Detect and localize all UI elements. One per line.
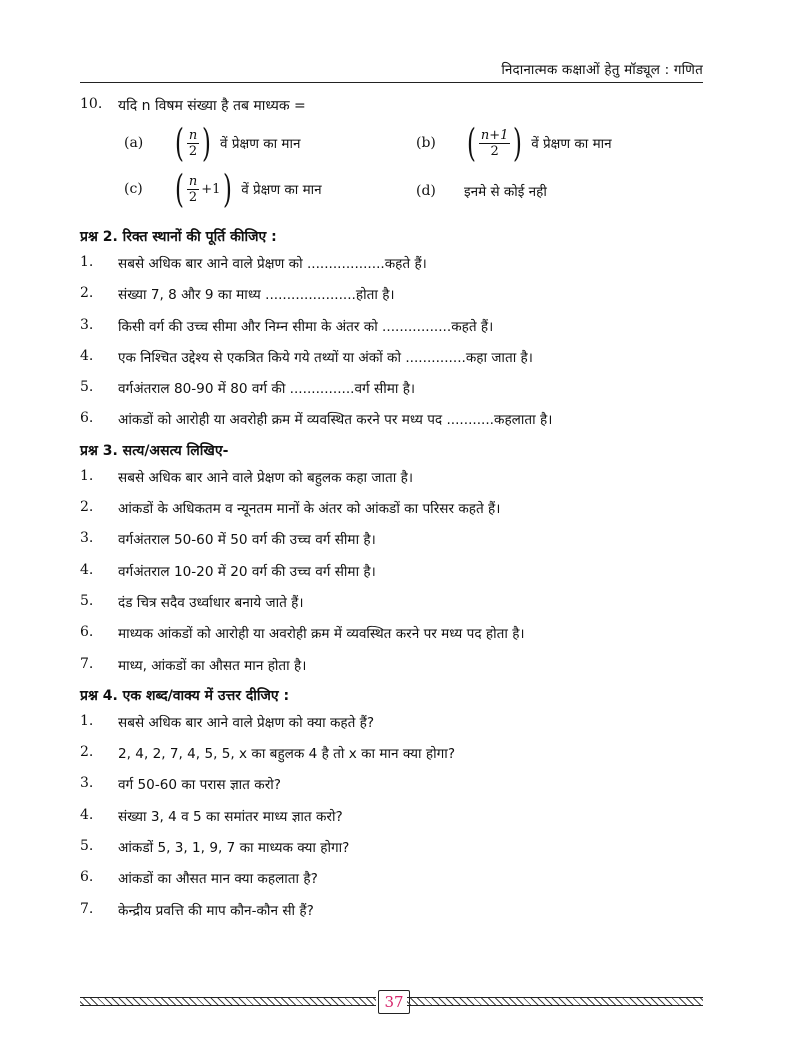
list-item [80,771,720,802]
item-number: 1. [80,254,94,270]
item-text: किसी वर्ग की उच्च सीमा और निम्न सीमा के अंतर को ................कहते हैं। [118,318,494,335]
item-text: संख्या 3, 4 व 5 का समांतर माध्य ज्ञात करो? [118,808,343,825]
option-b [416,121,612,165]
item-text: वर्गअंतराल 10-20 में 20 वर्ग की उच्च वर्ग सीमा है। [118,563,376,580]
item-number: 2. [80,499,94,516]
item-text: वर्गअंतराल 80-90 में 80 वर्ग की ...............वर्ग सीमा है। [118,381,416,398]
item-number: 1. [80,712,94,729]
item-text: आंकडों का औसत मान क्या कहलाता है? [118,871,318,888]
footer-ornament-left [80,997,376,1006]
fraction-denominator: 2 [188,189,198,205]
item-text: सबसे अधिक बार आने वाले प्रेक्षण को ..................कहते हैं। [118,256,427,272]
list-item [80,344,720,375]
item-text: वर्गअंतराल 50-60 में 50 वर्ग की उच्च वर्ग सीमा है। [118,532,376,549]
fraction-suffix: +1 [201,181,221,197]
list-item [80,897,720,928]
section-title: प्रश्न 2. रिक्त स्थानों की पूर्ति कीजिए : [80,229,277,245]
list-item [80,526,720,557]
section-one-word [80,683,720,928]
item-number: 7. [80,655,94,672]
list-item [80,495,720,526]
item-number: 6. [80,410,94,427]
option-d [416,182,547,200]
page-footer [80,990,703,1012]
fraction-numerator: n+1 [480,127,509,143]
option-label: (d) [416,183,436,199]
item-text: एक निश्चित उद्देश्य से एकत्रित किये गये तथ्यों या अंकों को ..............कहा जाता है। [118,349,533,366]
fraction-numerator: n [188,173,198,189]
list-item [80,558,720,589]
section-fill-blanks [80,224,720,438]
item-number: 5. [80,592,94,609]
option-text: इनमे से कोई नही [464,184,547,200]
fraction: ( $\frac{n}{2}$ ) [174,121,212,165]
list-item [80,464,720,495]
item-text: आंकडों 5, 3, 1, 9, 7 का माध्यक क्या होगा? [118,840,350,857]
item-text: सबसे अधिक बार आने वाले प्रेक्षण को क्या कहते हैं? [118,714,375,731]
item-text: सबसे अधिक बार आने वाले प्रेक्षण को बहुलक कहा जाता है। [118,469,413,486]
item-number: 3. [80,316,94,333]
option-text: वें प्रेक्षण का मान [531,136,612,152]
item-number: 3. [80,530,94,547]
fraction-denominator: 2 [188,143,198,159]
option-label: (a) [124,135,144,151]
item-text: माध्य, आंकडों का औसत मान होता है। [118,657,307,674]
page-content [80,94,720,928]
option-a [124,121,301,165]
list-item [80,709,720,740]
item-number: 1. [80,467,94,484]
fraction-denominator: 2 [490,143,499,159]
list-item [80,740,720,771]
fraction-numerator: n [188,127,198,143]
footer-ornament-right [407,997,703,1006]
item-text: संख्या 7, 8 और 9 का माध्य .....................होता है। [118,287,395,304]
item-number: 4. [80,561,94,578]
list-item [80,652,720,683]
list-item [80,406,720,437]
item-number: 7. [80,900,94,917]
option-c [124,167,322,211]
item-number: 4. [80,806,94,823]
section-true-false [80,438,720,683]
item-text: वर्ग 50-60 का परास ज्ञात करो? [118,777,281,794]
header-title: निदानात्मक कक्षाओं हेतु मॉड्यूल : गणित [501,62,703,78]
item-number: 3. [80,775,94,792]
question-text: यदि n विषम संख्या है तब माध्यक = [118,98,306,114]
list-item [80,620,720,651]
list-item [80,834,720,865]
fraction: ( $\frac{n+1}{2}$ ) [466,121,523,165]
item-text: आंकडों के अधिकतम व न्यूनतम मानों के अंतर को आंकडों का परिसर कहते हैं। [118,501,501,518]
item-text: माध्यक आंकडों को आरोही या अवरोही क्रम में व्यवस्थित करने पर मध्य पद होता है। [118,626,525,643]
item-text: केन्द्रीय प्रवत्ति की माप कौन-कौन सी हैं? [118,902,314,919]
option-text: वें प्रेक्षण का मान [220,136,301,152]
question-number: 10. [80,96,103,112]
item-text: 2, 4, 2, 7, 4, 5, 5, x का बहुलक 4 है तो x का मान क्या होगा? [118,746,456,763]
item-number: 4. [80,347,94,364]
list-item [80,803,720,834]
option-label: (b) [416,135,436,151]
section-title: प्रश्न 4. एक शब्द/वाक्य में उत्तर दीजिए : [80,687,290,704]
list-item [80,313,720,344]
list-item [80,250,720,281]
page-header [80,56,703,83]
item-number: 5. [80,379,94,396]
item-number: 2. [80,744,94,761]
item-number: 6. [80,624,94,641]
section-title: प्रश्न 3. सत्य/असत्य लिखिए- [80,442,229,459]
item-number: 2. [80,285,94,302]
list-item [80,375,720,406]
list-item [80,281,720,312]
item-number: 6. [80,869,94,886]
list-item [80,865,720,896]
item-number: 5. [80,838,94,855]
question-10 [80,94,720,224]
item-text: दंड चित्र सदैव उर्ध्वाधार बनाये जाते हैं। [118,594,304,611]
item-text: आंकडों को आरोही या अवरोही क्रम में व्यवस्थित करने पर मध्य पद ...........कहलाता है। [118,412,553,429]
option-label: (c) [124,181,143,197]
option-text: वें प्रेक्षण का मान [241,182,322,198]
page-number: 37 [378,990,410,1014]
list-item [80,589,720,620]
fraction: ( $\frac{n}{2}$ +1 ) [174,167,233,211]
